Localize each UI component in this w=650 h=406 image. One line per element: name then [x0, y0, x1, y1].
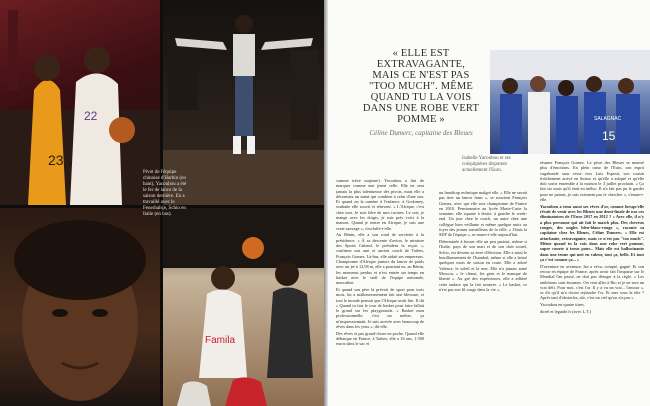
right-photo-caption: Isabelle Yacoubou et ses coéquipières disputent actuellement l'Euro.	[462, 156, 511, 173]
svg-text:Famila: Famila	[205, 335, 236, 346]
paragraph: Au Bénin, elle a son rond de serviette à la présidence. « À sa descente d'avion, le ministre des Sports l'attend, le président la reçoit », confirme son ami et ancien coach de Tarbes, François Gomez. Là-bas, elle aidait ses empereurs. Championne d'Afrique juniors du lancer de poids avec un jet à 12,98 m, elle a pourtant eu, au Bénin, les moments perdus et n'est entrée un temps en basket avec le staff de l'équipe nationale, masculine.	[336, 232, 424, 286]
paragraph: Et quand son père la prévoit de sport pour trois mois, lui a malheureusement fait une blessure, et tout le monde pensait que l'Afrique avait fini. Il dit « Quand tu fais le tour de basket pour faire fallait le grand sur les playgrounds. « Basket mon professionnelle, c'est un métier, ça m'impressionnait. Je suis arrivée avec beaucoup de rêves dans les yeux », dit-elle.	[336, 286, 424, 330]
article-column-3	[540, 160, 644, 316]
paragraph: Yacoubou en quatre titres.	[540, 302, 585, 308]
article-column-2	[439, 190, 527, 294]
svg-text:22: 22	[84, 109, 98, 123]
paragraph: Des rêves et pas grand-chose en poche. Quand elle débarque en France, à Tarbes, elle a 16 ans, 1 000 euros dans le sac et	[336, 330, 424, 347]
svg-text:15: 15	[602, 129, 616, 143]
paragraph: comme trève majeure). Yacoubou a fini de marquer comme une jeune celle. Elle ne sera jamais la plus talentueuse des pivots, mais elle a désormais un statut qui combine à celui d'une star. Et quand on la ramène à l'enfance, à Godomey, souhaite elle souvit et réinvent. « L'Afrique, c'est chez moi. Je suis fière de mes racines. Le soir, je mange avec les doigts, je suis près voici à la maison. Quand je rentre en Afrique, je suis une vraie sauvage », s'esclaffe-t-elle.	[336, 178, 424, 231]
svg-text:23: 23	[48, 152, 64, 168]
article-column-1	[336, 178, 424, 348]
svg-text:SALAGNAC: SALAGNAC	[594, 116, 622, 122]
author-signature: dirrel et leguide.fr (avec L.T.)	[540, 309, 592, 315]
left-page-photo-collage	[0, 0, 324, 406]
pull-quote: « ELLE EST EXTRAVAGANTE, MAIS CE N'EST PAS "TOO MUCH". MÊME QUAND TU LA VOIS DANS UNE ROBE VERT POMME »	[362, 48, 480, 125]
photo-harbin-players	[0, 0, 160, 205]
paragraph: résume François Gomez. Le pivot des Bleues se montré plus d'émotions. En plein cœur de l'Euro, son esprit vagabonde sans cesse vers Luis Esposit, son cousin fraîchement arrivé en Suisse et qu'elle a adopté et qu'elle doit sortir ensemble à la maison le 3 juillet prochain. « Ça fait six mois qu'il était en inéluc. Il n'a fait pas pu le garder pour ne jamais, je sais vraiment pas le chercher », s'emue-t-elle.	[540, 160, 644, 203]
left-photo-caption: Pivot de l'équipe chinoise d'Harbin (en haut), Yacoubou a été le fer de lance de la saison dernière. En a travaillé avec le Fenerbahçe, Schio en Italie (en bas).	[143, 170, 187, 217]
paragraph: Yacoubou a tenu aussi ses rêves d'or, comme lorsqu'elle rêvait de venir avec les Bleues une demi-finale de nos ces éliminatoires de l'Euro 2017 en 2012 ? « Avec elle, il n'y a plus personne qui ait fait le match plus. Des cheveux rouges, des ongles bleu-blanc-rouge », raconte sa capitaine chez les Bleues, Céline Dumerc. « Elle est attachante, extravagante, mais ce n'est pas "too much". Même quand tu la vois dans une robe vert pomme, super courte à trous pour... Mais elle est hallucinante dans une tenue qui met en valeur, tout ça, belle. Et tout ça c'est comme ça... »	[540, 203, 644, 262]
quote-attribution: Céline Dumerc, capitaine des Bleues	[369, 129, 473, 137]
paragraph: Déterminée à bosser elle un peu partout, même si l'Italie, pays de son mari et de son club actuel, Schio, est devenu sa terre d'élection. Elle a ainsi le bouillonnement de l'Istanbul, même si elle a laissé quelques mois de saison en route. Elle a adoré Valence, le soleil et la mer. Elle n'a jamais aimé Moscou, « le climat, les gens et le manque de liberté ». Au gré des expériences, elle a adhéré cette audace qui la fait avancer. « Le basket, ce n'est pas son fil rouge dans la vie »,	[439, 239, 527, 292]
photo-game-action	[163, 208, 324, 406]
photo-portrait-standing	[163, 0, 324, 205]
photo-face-closeup	[0, 208, 160, 406]
pull-quote-block	[362, 48, 480, 137]
paragraph: D'aventure en aventure, Iza a vécu, compté, gagné. Et son retour en équipe de France, après avoir fait l'impasse sur le Mondial l'an passé, ne doit pas déroger à la règle. « Les ambitions sont énormes. On veut aller à Rio et je ne sera un vrai défi. Pour moi, c'est l'or. Il y a vu un vrai... l'amour », se dit qu'il m'a choisi rejoindre l'or. Et mes sous la tête ? Après tant d'obstacles, sûr, c'est un ciel qu'on n'a pas ».	[540, 263, 644, 301]
photo-team-bench	[490, 50, 650, 154]
paragraph: un handicap technique malgré elle. « Elle ne savait pas tirer un lancer franc », se souvient François Gomez, avec qui elle sera championne de France en 2010. Pensionnaire au lycée Marie-Curie la semaine, elle squatte à droite, à gauche le week-end. Un jour chez le coach, un autre chez une collègue bien veillante et même quelque nuits au foyer des jeunes travailleurs de la ville. « J'étais la SDF de l'équipe », se marre-t-elle aujourd'hui.	[439, 190, 527, 238]
